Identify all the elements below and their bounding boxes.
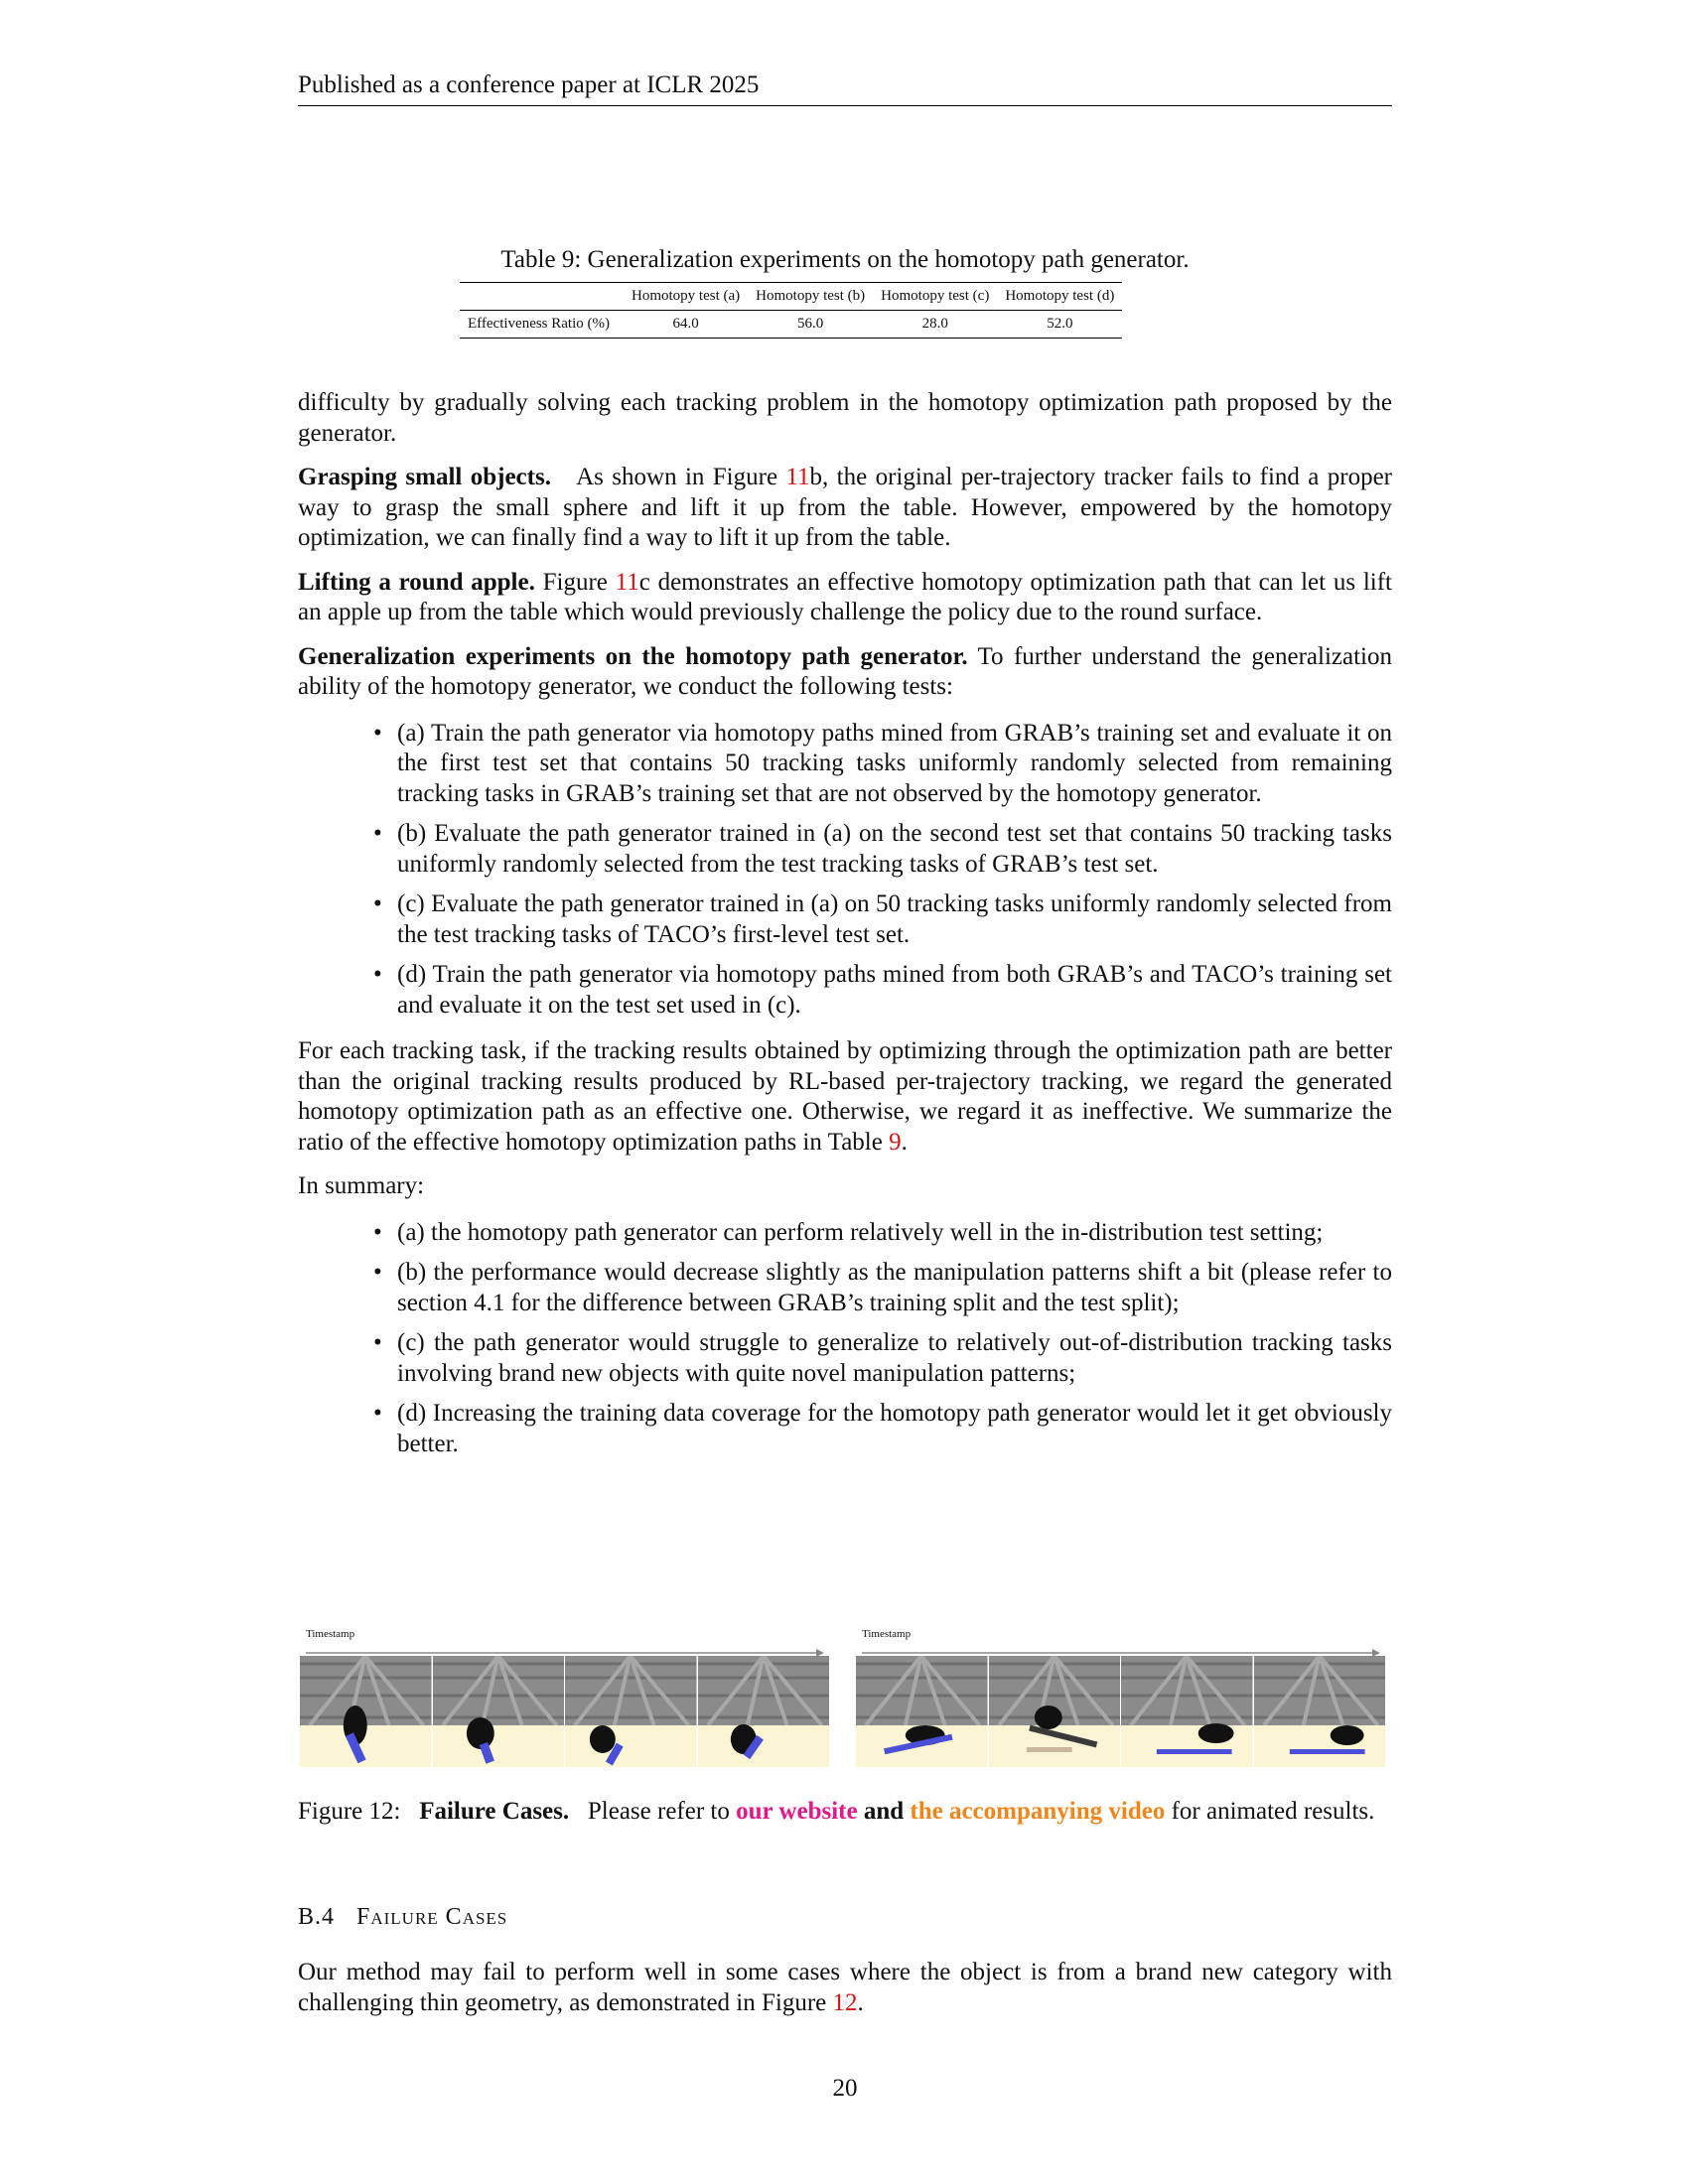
paragraph-grasping [298,463,1392,554]
paragraph-text: . [901,1128,908,1156]
section-heading [298,1904,507,1931]
table-cell: 56.0 [797,316,824,332]
list-item: • (a) the homotopy path generator can perform relatively well in the in-distribution test setting; [397,1218,1392,1249]
paragraph-heading: Generalization experiments on the homotopy path generator. [298,642,968,670]
table-header-cell: Homotopy test (c) [881,288,990,304]
list-item: • (d) Train the path generator via homotopy paths mined from both GRAB’s and TACO’s training set and evaluate it on the test set used in (c). [397,960,1392,1021]
paragraph-text: To further understand the generalization ability of the homotopy generator, we conduct the following tests: [298,642,1392,700]
frame-sequence [856,1656,1386,1767]
figure-ref-link[interactable]: 11 [785,464,810,490]
table-header-cell: Homotopy test (a) [632,288,741,304]
figure-ref-link[interactable]: 12 [832,1988,858,2016]
figure-ref-link[interactable]: 11 [615,568,639,596]
video-link[interactable]: the accompanying video [910,1798,1166,1825]
figure-title: Failure Cases. [419,1798,570,1825]
section-title: Failure Cases [356,1904,508,1930]
running-header: Published as a conference paper at ICLR 2025 [298,71,1392,106]
list-item: • (b) Evaluate the path generator trained in (a) on the second test set that contains 50 tracking tasks uniformly randomly selected from the test tracking tasks of GRAB’s test set. [397,819,1392,880]
section-number: B.4 [298,1904,336,1930]
frame-sequence [300,1656,830,1767]
table-9 [460,282,1122,339]
figure-12-caption [298,1797,1392,1828]
paragraph-apple [298,568,1392,628]
timestamp-label: Timestamp [306,1628,355,1640]
render-frame [1121,1656,1254,1767]
table-header-cell: Homotopy test (b) [756,288,866,304]
figure-12 [298,1628,1392,1767]
render-frame [1254,1656,1387,1767]
paragraph-text: . [857,1988,864,2016]
table-cell: 64.0 [672,316,699,332]
table-row [460,311,1122,339]
paragraph-continued: difficulty by gradually solving each tracking problem in the homotopy optimization path proposed by the generator. [298,389,1392,447]
tests-list [298,719,1392,1022]
body-text [298,388,1392,1475]
table-cell: 52.0 [1047,316,1073,332]
table-cell: 28.0 [921,316,948,332]
list-item: • (c) the path generator would struggle to generalize to relatively out-of-distribution tracking tasks involving brand new objects with quite novel manipulation patterns; [397,1328,1392,1389]
summary-intro: In summary: [298,1172,425,1199]
paragraph-text: For each tracking task, if the tracking results obtained by optimizing through the optimization path are better than the original tracking results produced by RL-based per-trajectory tracking, we regard the generated homotopy optimization path as an effective one. Otherwise, we regard it as ineffective. We summarize the ratio of the effective homotopy optimization paths in Table [298,1037,1392,1156]
render-frame [300,1656,433,1767]
table-header-row [460,283,1122,311]
paragraph-failure [298,1958,1392,2018]
paragraph-generalization [298,642,1392,703]
paragraph-text: b, the original per-trajectory tracker fails to find a proper way to grasp the small sphere and lift it up from the table. However, empowered by the homotopy optimization, we can finally find a way to lift it up from the table. [298,464,1393,551]
table-ref-link[interactable]: 9 [889,1128,902,1156]
table-header-cell: Homotopy test (d) [1005,288,1115,304]
paragraph-text: As shown in Figure [576,464,786,490]
render-frame [698,1656,831,1767]
caption-text: for animated results. [1165,1798,1375,1825]
paragraph-text: c demonstrates an effective homotopy optimization path that can let us lift an apple up from the table which would previously challenge the policy due to the round surface. [298,568,1393,625]
paragraph-text: Figure [542,568,616,596]
list-item: • (b) the performance would decrease slightly as the manipulation patterns shift a bit (please refer to section 4.1 for the difference between GRAB’s training split and the test split); [397,1258,1392,1318]
list-item: • (d) Increasing the training data coverage for the homotopy path generator would let it get obviously better. [397,1399,1392,1459]
paragraph-heading: Grasping small objects. [298,464,551,490]
render-frame [856,1656,989,1767]
list-item: • (c) Evaluate the path generator trained in (a) on 50 tracking tasks uniformly randomly selected from the test tracking tasks of TACO’s first-level test set. [397,889,1392,950]
list-item: • (a) Train the path generator via homotopy paths mined from GRAB’s training set and evaluate it on the first test set that contains 50 tracking tasks uniformly randomly selected from remaining tracking tasks in GRAB’s training set that are not observed by the homotopy generator. [397,719,1392,810]
failure-strip-left [300,1628,830,1767]
table-row-label: Effectiveness Ratio (%) [468,316,611,332]
render-frame [433,1656,566,1767]
summary-list [298,1218,1392,1460]
paragraph-heading: Lifting a round apple. [298,568,535,596]
render-frame [565,1656,698,1767]
caption-text: and [857,1798,911,1825]
paragraph-effective [298,1036,1392,1158]
table-header-cell [460,283,624,311]
page-number: 20 [832,2075,858,2102]
figure-label: Figure 12: [298,1798,401,1825]
website-link[interactable]: our website [736,1798,858,1825]
table-9-caption: Table 9: Generalization experiments on the homotopy path generator. [500,246,1190,273]
render-frame [989,1656,1122,1767]
caption-text: Please refer to [587,1798,737,1825]
timestamp-label: Timestamp [862,1628,912,1640]
failure-strip-right [856,1628,1386,1767]
paragraph-text: Our method may fail to perform well in some cases where the object is from a brand new category with challenging thin geometry, as demonstrated in Figure [298,1959,1392,2016]
